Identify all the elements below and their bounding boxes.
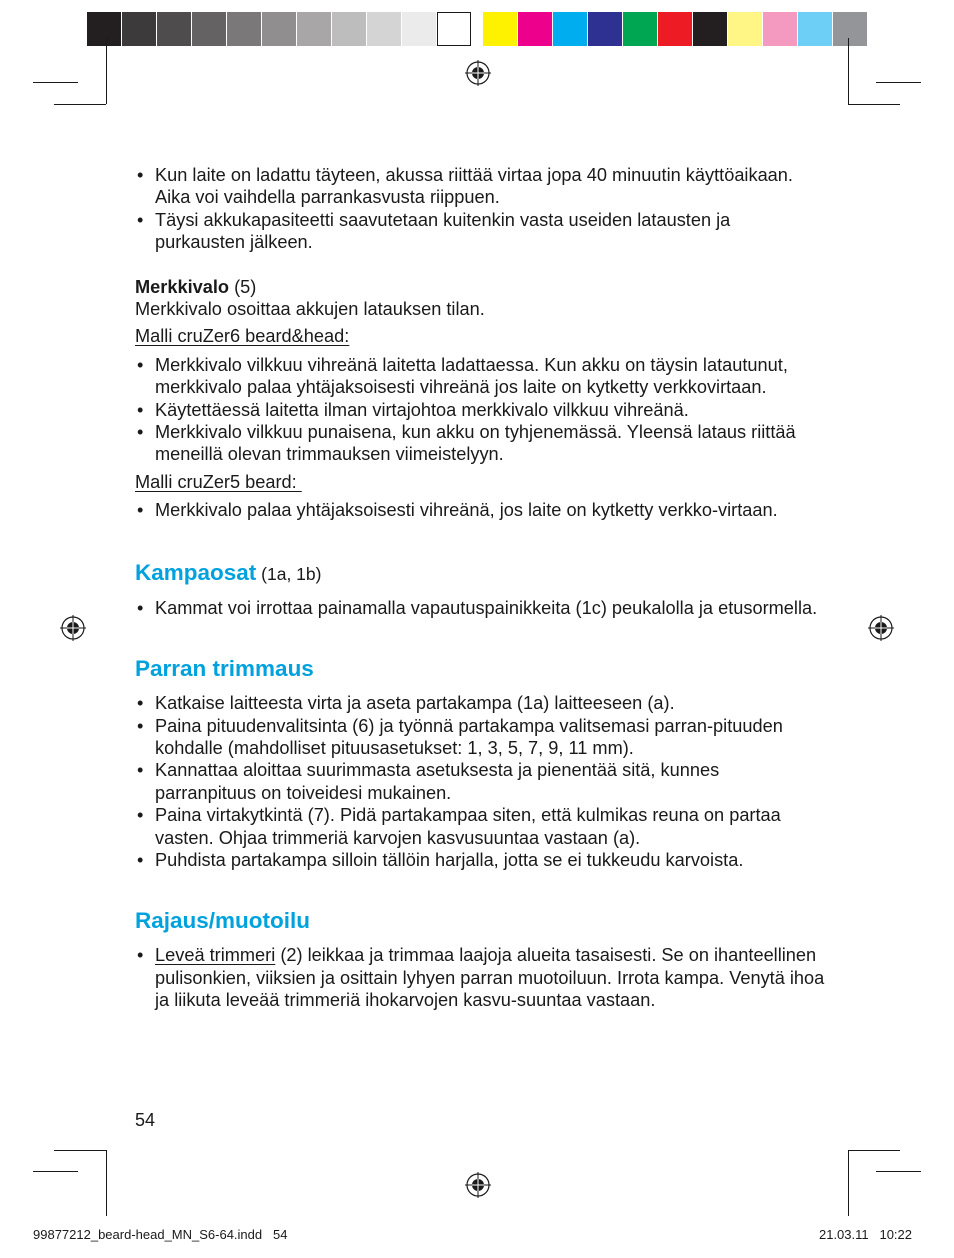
color-swatch <box>763 12 797 46</box>
edging-bullet-list <box>135 944 825 1011</box>
model6-bullet-list <box>135 354 825 466</box>
list-item: • Paina pituudenvalitsinta (6) ja työnnä partakampa valitsemasi parran-pituuden kohdalle (mahdolliset pituusasetukset: 1, 3, 5, 7, 9, 11 mm). <box>135 715 825 760</box>
list-item: • Merkkivalo vilkkuu vihreänä laitetta ladattaessa. Kun akku on täysin latautunut, merkkivalo palaa yhtäjaksoisesti vihreänä jos laite on kytketty verkkovirtaan. <box>135 354 825 399</box>
color-swatch <box>483 12 517 46</box>
combs-title: Kampaosat <box>135 559 257 585</box>
gray-swatch <box>157 12 191 46</box>
gray-swatch <box>367 12 401 46</box>
list-item: • Kun laite on ladattu täyteen, akussa riittää virtaa jopa 40 minuutin käyttöaikaan. Aika voi vaihdella parrankasvusta riippuen. <box>135 164 825 209</box>
gray-swatch <box>332 12 366 46</box>
trimming-heading: Parran trimmaus <box>135 656 314 682</box>
list-item <box>135 944 825 1011</box>
model5-bullet-list <box>135 499 825 521</box>
edging-heading: Rajaus/muotoilu <box>135 908 311 934</box>
gray-swatch <box>87 12 121 46</box>
wide-trimmer-term: Leveä trimmeri <box>155 945 276 966</box>
registration-mark-icon <box>60 615 86 641</box>
list-item: • Käytettäessä laitetta ilman virtajohtoa merkkivalo vilkkuu vihreänä. <box>135 399 825 421</box>
color-swatch <box>658 12 692 46</box>
grayscale-color-bar <box>87 12 472 46</box>
color-swatch <box>798 12 832 46</box>
indicator-heading <box>135 276 825 298</box>
list-item: • Katkaise laitteesta virta ja aseta partakampa (1a) laitteeseen (a). <box>135 692 825 714</box>
combs-ref: (1a, 1b) <box>256 563 322 584</box>
list-item: • Täysi akkukapasiteetti saavutetaan kuitenkin vasta useiden latausten ja purkausten jälkeen. <box>135 209 825 254</box>
gray-swatch <box>297 12 331 46</box>
gray-swatch <box>437 12 471 46</box>
model5-label: Malli cruZer5 beard: <box>135 471 302 492</box>
combs-heading <box>135 560 825 587</box>
color-swatch <box>728 12 762 46</box>
gray-swatch <box>122 12 156 46</box>
registration-mark-icon <box>868 615 894 641</box>
indicator-ref: (5) <box>229 276 257 297</box>
gray-swatch <box>262 12 296 46</box>
combs-bullet-list <box>135 597 825 619</box>
gray-swatch <box>192 12 226 46</box>
color-swatch <box>693 12 727 46</box>
color-swatch <box>623 12 657 46</box>
list-item: • Paina virtakytkintä (7). Pidä partakampaa siten, että kulmikas reuna on partaa vasten. Ohjaa trimmeriä karvojen kasvusuuntaa vastaan (a). <box>135 804 825 849</box>
color-swatch <box>588 12 622 46</box>
process-color-bar <box>483 12 868 46</box>
list-item: • Kannattaa aloittaa suurimmasta asetuksesta ja pienentää sitä, kunnes parranpituus on toiveidesi mukainen. <box>135 759 825 804</box>
list-item: • Merkkivalo vilkkuu punaisena, kun akku on tyhjenemässä. Yleensä lataus riittää meneillä olevan trimmauksen viimeistelyyn. <box>135 421 825 466</box>
wide-trimmer-text: (2) leikkaa ja trimmaa laajoja alueita tasaisesti. Se on ihanteellinen pulisonkien, viiksien ja osittain lyhyen parran muotoiluun. Irrota kampa. Venytä ihoa ja liikuta leveää trimmeriä ihokarvojen kasvu-suuntaa vastaan. <box>155 945 825 1011</box>
registration-mark-icon <box>465 1172 491 1198</box>
gray-swatch <box>227 12 261 46</box>
intro-bullet-list <box>135 164 825 254</box>
page-content <box>135 164 825 1012</box>
footer-filename: 99877212_beard-head_MN_S6-64.indd 54 <box>33 1227 288 1242</box>
page-number: 54 <box>135 1110 156 1130</box>
trimming-bullet-list <box>135 692 825 871</box>
indicator-title: Merkkivalo <box>135 276 230 297</box>
model6-label: Malli cruZer6 beard&head: <box>135 326 350 347</box>
list-item: • Puhdista partakampa silloin tällöin harjalla, jotta se ei tukkeudu karvoista. <box>135 849 825 871</box>
color-swatch <box>833 12 867 46</box>
list-item: • Kammat voi irrottaa painamalla vapautuspainikkeita (1c) peukalolla ja etusormella. <box>135 597 825 619</box>
gray-swatch <box>402 12 436 46</box>
color-swatch <box>553 12 587 46</box>
color-swatch <box>518 12 552 46</box>
footer-datetime: 21.03.11 10:22 <box>818 1227 912 1242</box>
list-item: • Merkkivalo palaa yhtäjaksoisesti vihreänä, jos laite on kytketty verkko-virtaan. <box>135 499 825 521</box>
indicator-description: Merkkivalo osoittaa akkujen latauksen tilan. <box>135 299 485 320</box>
registration-mark-icon <box>465 60 491 86</box>
